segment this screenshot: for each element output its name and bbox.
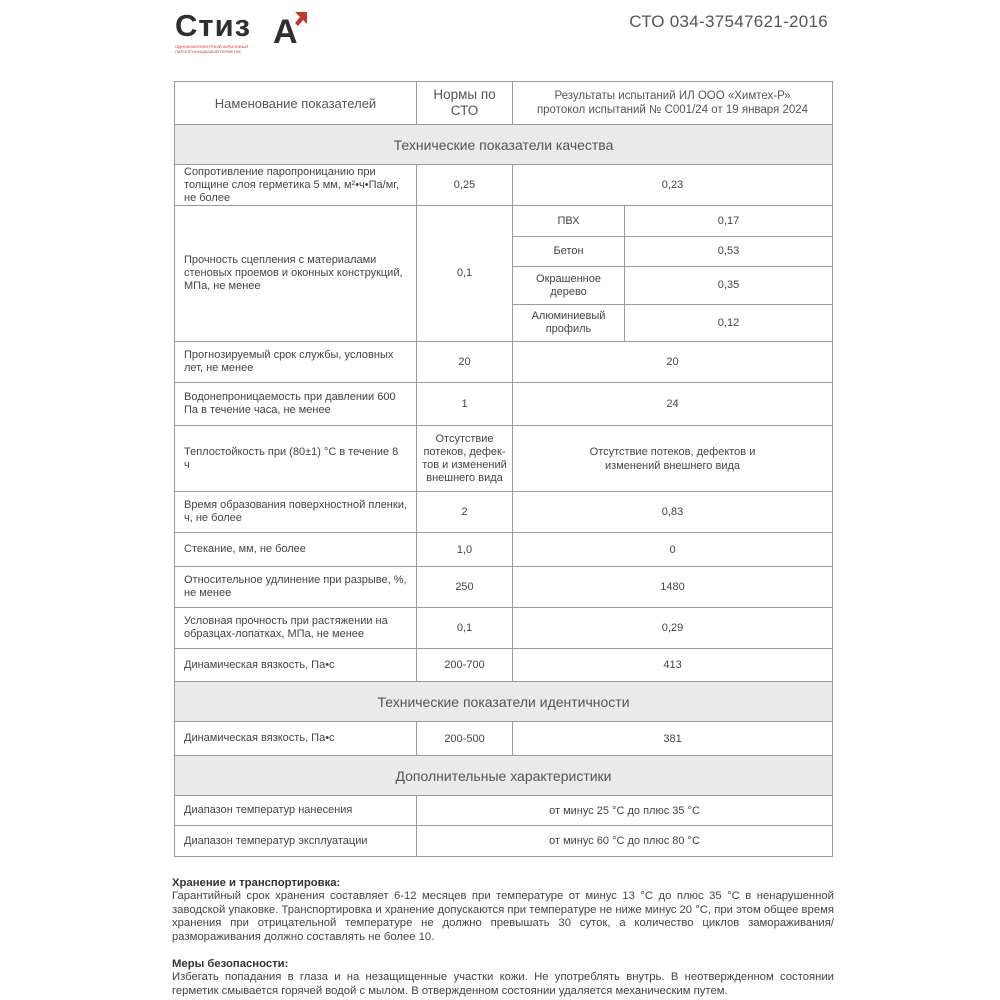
material-name: ПВХ: [513, 206, 625, 237]
material-name: Окрашенное дерево: [513, 267, 625, 305]
row-norm: 0,25: [417, 165, 513, 206]
section-title: Дополнительные характеристики: [175, 756, 833, 796]
table-row: [175, 383, 833, 426]
table-row: [175, 165, 833, 206]
material-value: 0,17: [625, 206, 833, 237]
row-name: Условная прочность при растяжении на образцах-лопатках, МПа, не менее: [175, 608, 417, 649]
row-norm: 0,1: [417, 206, 513, 342]
notes-section: [172, 877, 834, 998]
logo-letter: А: [273, 13, 298, 46]
table-row: [175, 426, 833, 492]
row-norm: 2: [417, 492, 513, 533]
document-code: СТО 034-37547621-2016: [629, 12, 828, 31]
table-row: [175, 492, 833, 533]
row-name: Прочность сцепления с материалами стеновых проемов и оконных конструкций, МПа, не менее: [175, 206, 417, 342]
material-value: 0,53: [625, 237, 833, 267]
storage-title: Хранение и транспортировка:: [172, 877, 341, 889]
row-norm: 200-700: [417, 649, 513, 682]
row-result: 413: [513, 649, 833, 682]
row-name: Сопротивление паропроницанию при толщине слоя герметика 5 мм, м²•ч•Па/мг, не более: [175, 165, 417, 206]
row-name: Теплостойкость при (80±1) °С в течение 8 ч: [175, 426, 417, 492]
row-name: Относительное удлинение при разрыве, %, не менее: [175, 567, 417, 608]
section-row-identity: [175, 682, 833, 722]
header-results: [513, 82, 833, 125]
header-norm: Нормы по СТО: [417, 82, 513, 125]
row-norm: 250: [417, 567, 513, 608]
row-norm: 1,0: [417, 533, 513, 567]
row-name: Время образования поверхностной пленки, ч, не более: [175, 492, 417, 533]
row-result: 0,83: [513, 492, 833, 533]
row-name: Динамическая вязкость, Па•с: [175, 649, 417, 682]
header-name: Наменование показателей: [175, 82, 417, 125]
material-name: Бетон: [513, 237, 625, 267]
table-header-row: [175, 82, 833, 125]
brand-logo: [175, 6, 315, 56]
table-row: [175, 567, 833, 608]
row-norm: 20: [417, 342, 513, 383]
row-name: Прогнозируемый срок службы, условных лет, не менее: [175, 342, 417, 383]
row-result: 0: [513, 533, 833, 567]
material-value: 0,12: [625, 305, 833, 342]
safety-text: Избегать попадания в глаза и на незащищенные участки кожи. Не употреблять внутрь. В неотвержденном состоянии герметик смывается горячей водой с мылом. В отвержденном состоянии удаляется механическим путем.: [172, 971, 834, 997]
section-row-quality: [175, 125, 833, 165]
row-value: от минус 60 °С до плюс 80 °С: [417, 826, 833, 857]
safety-title: Меры безопасности:: [172, 958, 289, 971]
row-result: 24: [513, 383, 833, 426]
row-result: 0,29: [513, 608, 833, 649]
table-row: [175, 608, 833, 649]
storage-text: Гарантийный срок хранения составляет 6-12 месяцев при температуре от минус 13 °С до плюс 35 °С в ненарушенной заводской упаковке. Транспортировка и хранение допускаются при температуре не ниже минус 20 °С, при этом общее время хранения при отрицательной температуре не должно превышать 30 суток, а количество циклов замораживания/размораживания должно составлять не более 10.: [172, 890, 834, 943]
material-name: Алюминиевый профиль: [513, 305, 625, 342]
row-result: 1480: [513, 567, 833, 608]
table-row: [175, 533, 833, 567]
row-norm: 1: [417, 383, 513, 426]
row-value: от минус 25 °С до плюс 35 °С: [417, 796, 833, 826]
table-row: [175, 722, 833, 756]
specification-table: [174, 81, 833, 857]
row-norm: 200-500: [417, 722, 513, 756]
logo-text: Стиз: [175, 8, 252, 43]
header-results-line2: протокол испытаний № С001/24 от 19 января 2024: [536, 104, 809, 116]
section-title: Технические показатели идентичности: [175, 682, 833, 722]
table-row: [175, 342, 833, 383]
row-name: Диапазон температур нанесения: [175, 796, 417, 826]
logo-a-icon: [271, 10, 311, 46]
table-row: [175, 649, 833, 682]
section-title: Технические показатели качества: [175, 125, 833, 165]
row-result: 381: [513, 722, 833, 756]
header-results-line1: Результаты испытаний ИЛ ООО «Химтех-Р»: [554, 90, 791, 102]
row-name: Стекание, мм, не более: [175, 533, 417, 567]
logo-sub-line1: ОДНОКОМПОНЕНТНЫЙ АКРИЛОВЫЙ: [175, 44, 249, 49]
row-name: Диапазон температур эксплуатации: [175, 826, 417, 857]
section-row-additional: [175, 756, 833, 796]
row-result: 20: [513, 342, 833, 383]
logo-sub-line2: ПАРОПРОНИЦАЕМЫЙ ГЕРМЕТИК: [175, 49, 241, 54]
table-row: [175, 796, 833, 826]
material-value: 0,35: [625, 267, 833, 305]
row-name: Водонепроницаемость при давлении 600 Па в течение часа, не менее: [175, 383, 417, 426]
table-row: [175, 206, 833, 237]
table-row: [175, 826, 833, 857]
row-result: 0,23: [513, 165, 833, 206]
row-norm: Отсутствие потеков, дефек-тов и изменений внешнего вида: [417, 426, 513, 492]
row-norm: 0,1: [417, 608, 513, 649]
row-result: Отсутствие потеков, дефектов и изменений внешнего вида: [513, 426, 833, 492]
row-name: Динамическая вязкость, Па•с: [175, 722, 417, 756]
logo-subtitle: [175, 44, 248, 54]
